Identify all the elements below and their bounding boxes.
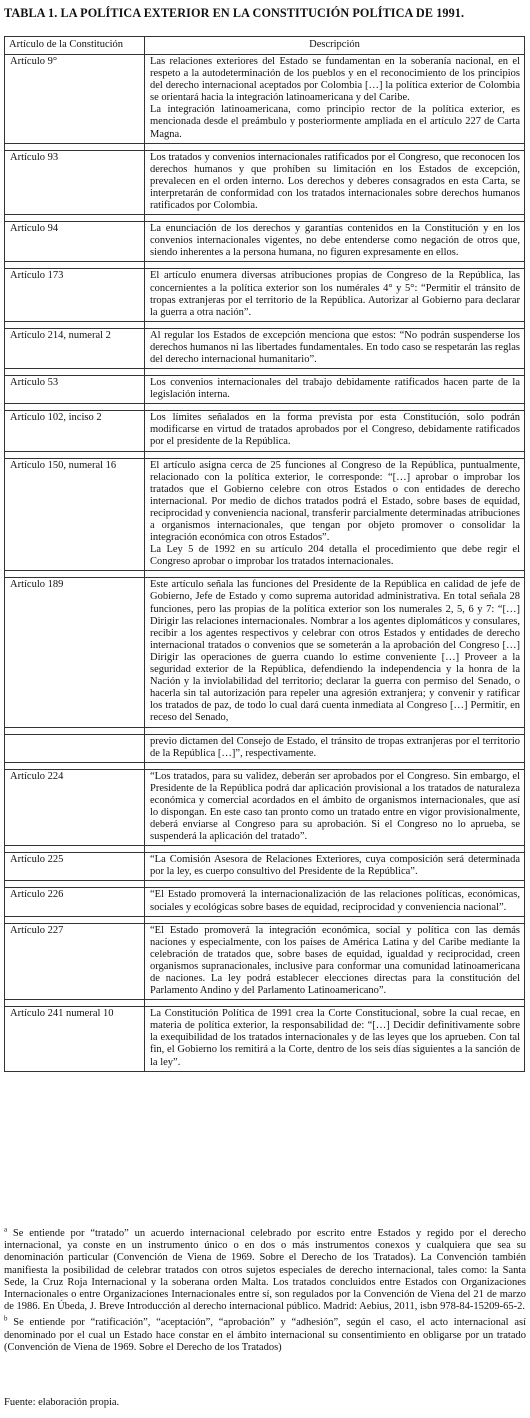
description-paragraph: “La Comisión Asesora de Relaciones Exteriores, cuya composición será determinada por la ley, es cuerpo consultivo del Presidente de la República”. (150, 854, 520, 878)
row-spacer (5, 262, 525, 269)
description-paragraph: Los convenios internacionales del trabajo debidamente ratificados hacen parte de la legislación interna. (150, 377, 520, 401)
description-paragraph: previo dictamen del Consejo de Estado, el tránsito de tropas extranjeras por el territorio de la República […]”, respectivamente. (150, 735, 520, 759)
row-spacer (5, 1000, 525, 1007)
row-spacer (5, 881, 525, 888)
description-paragraph: La Ley 5 de 1992 en su artículo 204 detalla el procedimiento que debe regir el Congreso aprobar o improbar los tratados internacionales. (150, 544, 520, 568)
table-row (5, 269, 525, 321)
article-cell: Artículo 93 (5, 150, 145, 214)
table-row (5, 222, 525, 262)
table-row (5, 55, 525, 144)
constitution-table (4, 36, 525, 1072)
row-spacer (5, 846, 525, 853)
table-row (5, 578, 525, 727)
description-paragraph: El artículo enumera diversas atribuciones propias de Congreso de la República, las concernientes a la política exterior son los numérales 4° y 5°: “Permitir el tránsito de tropas extranjeras por el territorio de la República. Autorizar al Gobierno para declarar la guerra a otra nación”. (150, 270, 520, 318)
article-cell: Artículo 226 (5, 888, 145, 916)
article-cell: Artículo 224 (5, 769, 145, 846)
description-paragraph: Los límites señalados en la forma prevista por esta Constitución, solo podrán modificarse en virtud de tratados aprobados por el Congreso, debidamente ratificados por el presidente de la República. (150, 412, 520, 448)
table-header-row (5, 37, 525, 55)
article-cell: Artículo 241 numeral 10 (5, 1007, 145, 1071)
description-paragraph: Los tratados y convenios internacionales ratificados por el Congreso, que reconocen los derechos humanos y que prohíben su limitación en los Estados de excepción, prevalecen en el orden interno. Los derechos y deberes consagrados en esta Carta, se interpretarán de conformidad con los tratados internacionales sobre derechos humanos ratificados por Colombia. (150, 151, 520, 212)
footnote-mark: b (4, 1314, 8, 1323)
description-cell (145, 578, 525, 727)
description-cell (145, 853, 525, 881)
row-spacer (5, 451, 525, 458)
description-paragraph: La Constitución Política de 1991 crea la Corte Constitucional, sobre la cual recae, en materia de política exterior, la responsabilidad de: “[…] Decidir definitivamente sobre la exequibilidad de los tratados internacionales y de las leyes que los aprueben. Con tal fin, el Gobierno los remitirá a la Corte, dentro de los seis días siguientes a la sanción de la ley”. (150, 1008, 520, 1068)
article-cell: Artículo 9° (5, 55, 145, 144)
article-cell: Artículo 214, numeral 2 (5, 328, 145, 368)
description-paragraph: La integración latinoamericana, como principio rector de la política exterior, es mencionada desde el preámbulo y posteriormente ampliada en el artículo 227 de Carta Magna. (150, 104, 520, 140)
footnote-mark: a (4, 1225, 8, 1234)
table-row (5, 411, 525, 451)
table-row (5, 923, 525, 1000)
table-row (5, 376, 525, 404)
table-title: TABLA 1. LA POLÍTICA EXTERIOR EN LA CONSTITUCIÓN POLÍTICA DE 1991. (4, 6, 465, 20)
footnote-a (4, 1225, 526, 1313)
header-article: Artículo de la Constitución (5, 37, 145, 55)
row-spacer (5, 404, 525, 411)
description-paragraph: El artículo asigna cerca de 25 funciones al Congreso de la República, puntualmente, relacionado con la política exterior, le corresponde: “[…] aprobar o improbar los tratados que el Gobierno celebre con otros Estados o con entidades de derecho internacional. Por medio de dichos tratados podrá el Estado, sobre bases de equidad, reciprocidad y conveniencia nacional, transferir parcialmente determinadas atribuciones a organismos internacionales, que tengan por objeto promover o consolidar la integración económica con otros Estados”. (150, 459, 520, 544)
description-cell (145, 734, 525, 762)
article-cell: Artículo 94 (5, 222, 145, 262)
article-cell: Artículo 102, inciso 2 (5, 411, 145, 451)
table-row (5, 458, 525, 571)
description-cell (145, 458, 525, 571)
article-cell: Artículo 53 (5, 376, 145, 404)
description-cell (145, 55, 525, 144)
article-cell: Artículo 227 (5, 923, 145, 1000)
description-cell (145, 769, 525, 846)
article-cell (5, 734, 145, 762)
row-spacer (5, 215, 525, 222)
table-row (5, 888, 525, 916)
description-cell (145, 222, 525, 262)
description-paragraph: Las relaciones exteriores del Estado se fundamentan en la soberanía nacional, en el respeto a la autodeterminación de los pueblos y en el reconocimiento de los principios del derecho internacional aceptados por Colombia […] la política exterior de Colombia se orientará hacia la integración latinoamericana y del Caribe. (150, 56, 520, 104)
description-paragraph: “El Estado promoverá la integración económica, social y política con las demás naciones y especialmente, con los países de América Latina y del Caribe mediante la celebración de tratados que, sobre bases de equidad, igualdad y reciprocidad, creen organismos supranacionales, inclusive para conformar una comunidad latinoamericana de naciones. La ley podrá establecer elecciones directas para la constitución del Parlamento Andino y del Parlamento Latinoamericano”. (150, 924, 520, 997)
description-cell (145, 1007, 525, 1071)
description-paragraph: Este artículo señala las funciones del Presidente de la República en calidad de jefe de Gobierno, Jefe de Estado y como suprema autoridad administrativa. En total señala 28 funciones, pero las propias de la política exterior son los numerales 2, 5, 6 y 7: “[…] Dirigir las relaciones internacionales. Nombrar a los agentes diplomáticos y consulares, recibir a los agentes respectivos y celebrar con otros Estados y entidades de derecho internacional tratados o convenios que se someterán a la aprobación del Congreso […] Dirigir las operaciones de guerra cuando lo estime conveniente […] Proveer a la seguridad exterior de la República, defendiendo la independencia y la honra de la Nación y la inviolabilidad del territorio; declarar la guerra con permiso del Senado, o hacerla sin tal autorización para repeler una agresión extranjera; y convenir y ratificar los tratados de paz, de todo lo cual dará cuenta inmediata al Congreso […] Permitir, en receso del Senado, (150, 579, 520, 724)
row-spacer (5, 143, 525, 150)
source-note: Fuente: elaboración propia. (4, 1397, 120, 1408)
description-paragraph: “Los tratados, para su validez, deberán ser aprobados por el Congreso. Sin embargo, el Presidente de la República podrá dar aplicación provisional a los tratados de naturaleza económica y comercial acordados en el ámbito de organismos internacionales, que así lo dispongan. En este caso tan pronto como un tratado entre en vigor provisionalmente, deberá enviarse al Congreso para su aprobación. Si el Congreso no lo aprueba, se suspenderá la aplicación del tratado”. (150, 770, 520, 843)
description-cell (145, 328, 525, 368)
row-spacer (5, 762, 525, 769)
table-row (5, 769, 525, 846)
article-cell: Artículo 225 (5, 853, 145, 881)
table-row (5, 1007, 525, 1071)
row-spacer (5, 369, 525, 376)
description-cell (145, 888, 525, 916)
table-row (5, 328, 525, 368)
description-paragraph: Al regular los Estados de excepción menciona que estos: “No podrán suspenderse los derechos humanos ni las libertades fundamentales. En todo caso se respetarán las reglas del derecho internacional humanitario”. (150, 329, 520, 365)
description-cell (145, 376, 525, 404)
description-paragraph: La enunciación de los derechos y garantías contenidos en la Constitución y en los convenios internacionales vigentes, no debe entenderse como negación de otros que, siendo inherentes a la persona humana, no figuren expresamente en ellos. (150, 223, 520, 259)
footnote-text: Se entiende por “tratado” un acuerdo internacional celebrado por escrito entre Estados y regido por el derecho internacional, ya conste en un instrumento único o en dos o más instrumentos conexos y cualquiera que sea su denominación particular (Convención de Viena de 1969. Sobre el Derecho de los Tratados). La Convención también manifiesta la posibilidad de celebrar tratados con otros sujetos especiales de derecho internacional, tales como: la Santa Sede, la Cruz Roja Internacional y la soberana orden Malta. Los tratados concluidos entre Estados con Organizaciones Internacionales o entre Organizaciones Internacionales entre sí, son regulados por la Convención de Viena del 21 de marzo de 1986. En Úbeda, J. Breve Introducción al derecho internacional público. Madrid: Aebius, 2011, isbn 978-84-15209-65-2. (4, 1228, 526, 1313)
row-spacer (5, 571, 525, 578)
row-spacer (5, 321, 525, 328)
table-row (5, 734, 525, 762)
description-cell (145, 411, 525, 451)
footnote-text: Se entiende por “ratificación”, “aceptación”, “aprobación” y “adhesión”, según el caso, el acto internacional así denominado por el cual un Estado hace constar en el ámbito internacional su consentimiento en obligarse por un tratado (Convención de Viena de 1969. Sobre el Derecho de los Tratados) (4, 1317, 526, 1353)
footnotes (4, 1225, 526, 1358)
description-cell (145, 150, 525, 214)
table-row (5, 150, 525, 214)
header-description: Descripción (145, 37, 525, 55)
row-spacer (5, 916, 525, 923)
footnote-b (4, 1314, 526, 1354)
table-row (5, 853, 525, 881)
row-spacer (5, 727, 525, 734)
description-cell (145, 923, 525, 1000)
article-cell: Artículo 173 (5, 269, 145, 321)
description-cell (145, 269, 525, 321)
article-cell: Artículo 150, numeral 16 (5, 458, 145, 571)
article-cell: Artículo 189 (5, 578, 145, 727)
description-paragraph: “El Estado promoverá la internacionalización de las relaciones políticas, económicas, sociales y ecológicas sobre bases de equidad, reciprocidad y conveniencia nacional”. (150, 889, 520, 913)
